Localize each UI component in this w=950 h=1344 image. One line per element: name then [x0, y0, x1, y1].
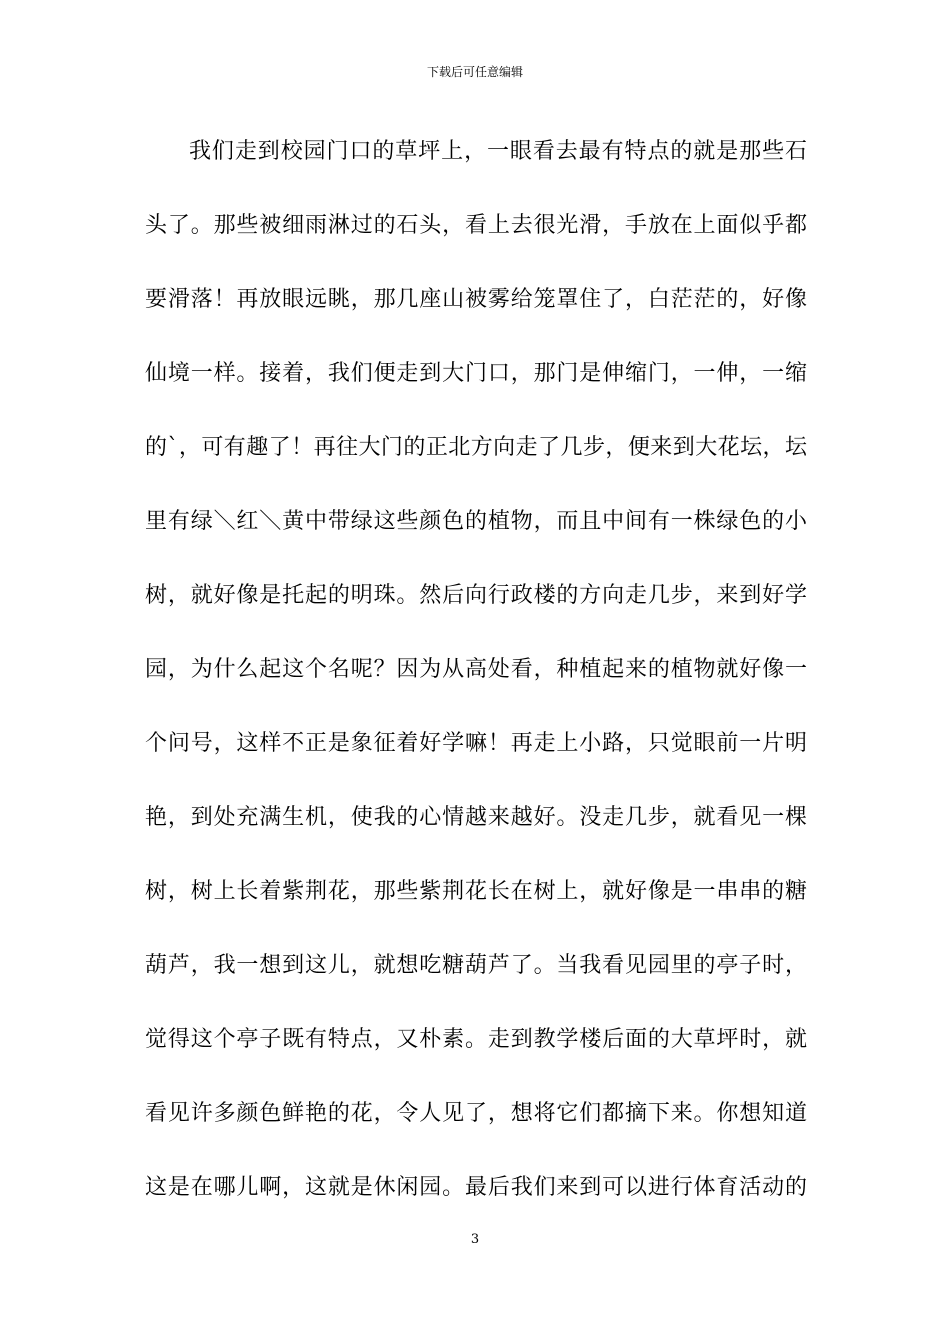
text-line: 树，树上长着紫荆花，那些紫荆花长在树上，就好像是一串串的糖 [145, 879, 807, 904]
text-line: 仙境一样。接着，我们便走到大门口，那门是伸缩门，一伸，一缩 [145, 361, 807, 386]
text-line: 看见许多颜色鲜艳的花，令人见了，想将它们都摘下来。你想知道 [145, 1101, 807, 1126]
text-line: 园，为什么起这个名呢？因为从高处看，种植起来的植物就好像一 [145, 657, 807, 682]
text-line: 我们走到校园门口的草坪上，一眼看去最有特点的就是那些石 [189, 139, 807, 164]
text-line: 艳，到处充满生机，使我的心情越来越好。没走几步，就看见一棵 [145, 805, 807, 830]
text-line: 觉得这个亭子既有特点，又朴素。走到教学楼后面的大草坪时，就 [145, 1027, 807, 1052]
text-line: 树，就好像是托起的明珠。然后向行政楼的方向走几步，来到好学 [145, 583, 807, 608]
text-line: 个问号，这样不正是象征着好学嘛！再走上小路，只觉眼前一片明 [145, 731, 807, 756]
text-line: 的`，可有趣了！再往大门的正北方向走了几步，便来到大花坛，坛 [145, 435, 807, 460]
text-line: 头了。那些被细雨淋过的石头，看上去很光滑，手放在上面似乎都 [145, 213, 807, 238]
text-line: 里有绿＼红＼黄中带绿这些颜色的植物，而且中间有一株绿色的小 [145, 509, 807, 534]
page-header: 下载后可任意编辑 [426, 65, 523, 79]
text-line: 要滑落！再放眼远眺，那几座山被雾给笼罩住了，白茫茫的，好像 [145, 287, 807, 312]
text-line: 葫芦，我一想到这儿，就想吃糖葫芦了。当我看见园里的亭子时， [145, 953, 807, 978]
body-paragraph [145, 132, 807, 1242]
text-line: 这是在哪儿啊，这就是休闲园。最后我们来到可以进行体育活动的 [145, 1175, 807, 1200]
page-number: 3 [470, 1232, 480, 1247]
